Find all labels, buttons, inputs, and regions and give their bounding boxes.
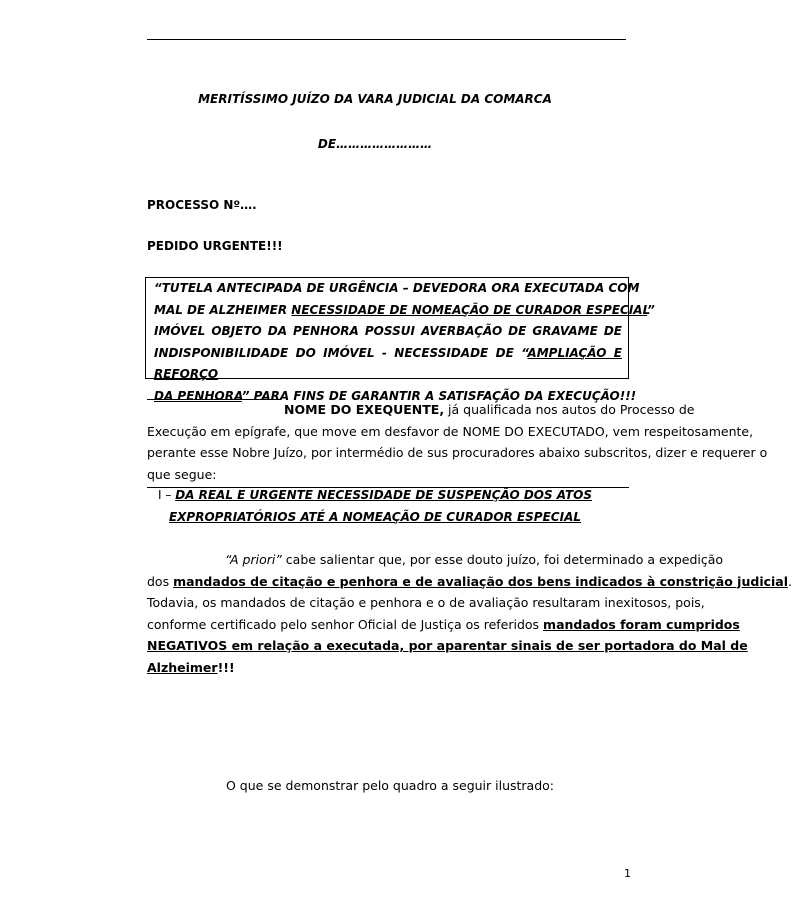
body-emphasis: mandados foram cumpridos: [543, 616, 740, 632]
section-heading-line-1: [0, 485, 750, 507]
body-line-1: [147, 549, 724, 571]
body-line-3: Todavia, os mandados de citação e penhora e o de avaliação resultaram inexitosos, pois,: [147, 595, 705, 610]
summary-line-4: [154, 343, 622, 386]
body-italic: “A priori”: [225, 552, 282, 567]
court-heading: MERITÍSSIMO JUÍZO DA VARA JUDICIAL DA COMARCA: [198, 92, 552, 106]
intro-paragraph: [147, 399, 768, 485]
section-numeral: I –: [158, 488, 176, 502]
closing-line: O que se demonstrar pelo quadro a seguir ilustrado:: [226, 778, 555, 793]
top-rule: [147, 39, 626, 40]
page-number: 1: [624, 867, 631, 880]
section-title: EXPROPRIATÓRIOS ATÉ A NOMEAÇÃO DE CURADOR ESPECIAL: [168, 509, 582, 524]
body-line-2: [147, 571, 792, 593]
intro-line-2: Execução em epígrafe, que move em desfavor de NOME DO EXECUTADO, vem respeitosamente,: [147, 423, 754, 439]
section-heading: [0, 485, 750, 528]
summary-text: ”: [647, 302, 655, 317]
summary-underlined: DA PENHORA: [154, 388, 242, 403]
summary-line-1: “TUTELA ANTECIPADA DE URGÊNCIA – DEVEDORA ORA EXECUTADA COM: [154, 281, 640, 295]
process-label: PROCESSO Nº….: [147, 198, 257, 212]
summary-box: [145, 277, 655, 403]
intro-text: já qualificada nos autos do Processo de: [444, 402, 695, 417]
body-line-5: [147, 635, 748, 657]
body-line-6: [147, 657, 629, 679]
summary-underlined: AMPLIAÇÃO E REFORÇO: [154, 345, 623, 381]
party-name: NOME DO EXEQUENTE,: [284, 402, 445, 417]
summary-line-2: [154, 300, 655, 322]
body-emphasis: !!!: [217, 659, 235, 675]
body-emphasis: NEGATIVOS em relação a executada, por aparentar sinais de ser portadora do Mal de: [147, 638, 748, 653]
body-text: cabe salientar que, por esse douto juízo, foi determinado a expedição: [281, 552, 724, 567]
urgent-label: PEDIDO URGENTE!!!: [147, 239, 283, 253]
body-text: .: [788, 573, 792, 589]
body-text: dos: [147, 573, 174, 589]
summary-text: MAL DE ALZHEIMER: [154, 302, 292, 317]
body-text: conforme certificado pelo senhor Oficial de Justiça os referidos: [147, 616, 544, 632]
section-heading-line-2: [0, 507, 750, 529]
body-emphasis: mandados de citação e penhora e de avaliação dos bens indicados à constrição judicial: [173, 573, 789, 589]
summary-text: ” PARA FINS DE GARANTIR A SATISFAÇÃO DA EXECUÇÃO!!!: [241, 388, 637, 403]
intro-line-1: [147, 399, 695, 421]
intro-line-3: perante esse Nobre Juízo, por intermédio de sus procuradores abaixo subscritos, dizer e requerer o: [147, 445, 768, 460]
section-title: DA REAL E URGENTE NECESSIDADE DE SUSPENÇÃO DOS ATOS: [175, 488, 592, 502]
city-heading: DE……………………: [317, 137, 433, 151]
summary-line-3: IMÓVEL OBJETO DA PENHORA POSSUI AVERBAÇÃO DE GRAVAME DE: [154, 324, 622, 338]
body-line-4: [147, 614, 740, 636]
body-emphasis: Alzheimer: [147, 659, 218, 675]
body-paragraph: [147, 549, 792, 678]
intro-line-4: que segue:: [147, 466, 217, 482]
summary-text: INDISPONIBILIDADE DO IMÓVEL - NECESSIDADE DE “: [154, 345, 528, 360]
summary-underlined: NECESSIDADE DE NOMEAÇÃO DE CURADOR ESPECIAL: [291, 302, 648, 317]
